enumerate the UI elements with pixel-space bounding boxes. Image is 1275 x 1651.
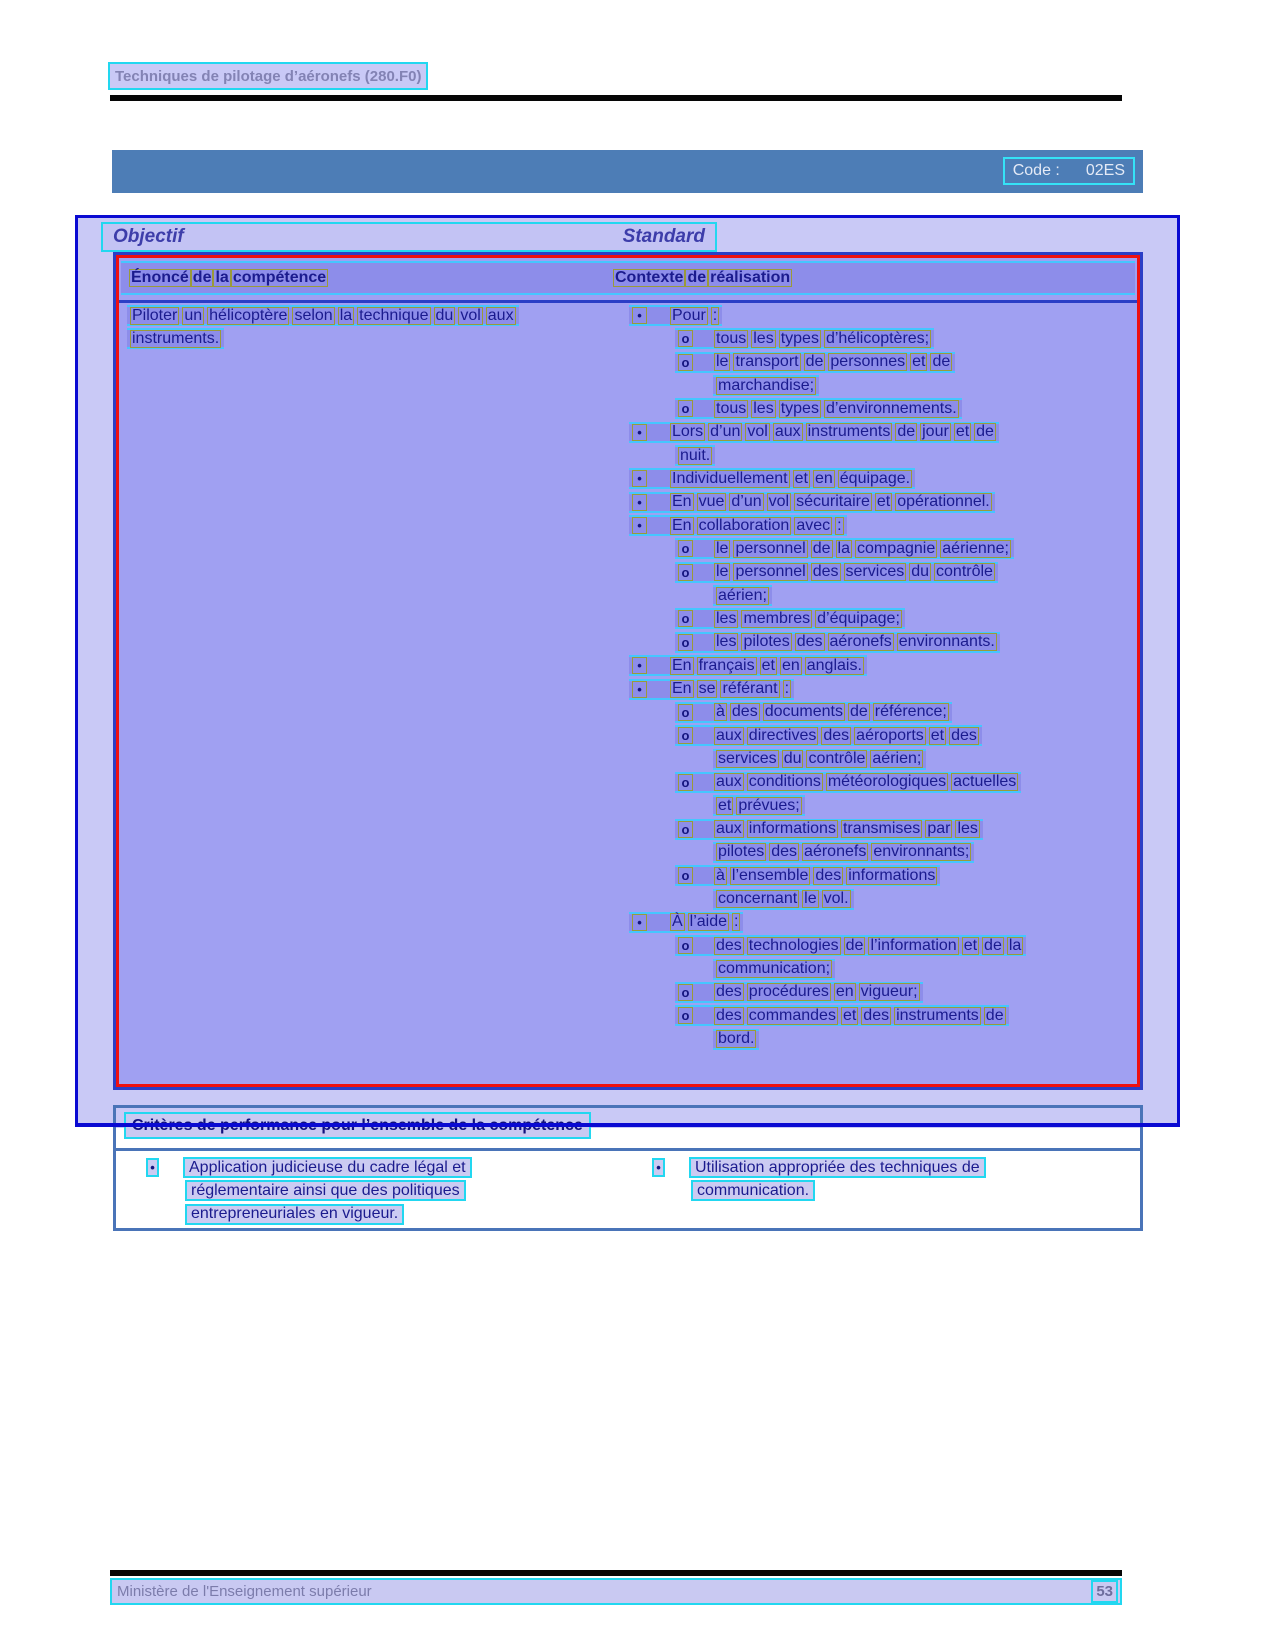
code-value: 02ES <box>1085 162 1125 179</box>
word-box: En <box>672 656 692 674</box>
word-box: tous <box>716 329 747 347</box>
circle-bullet-icon: o <box>678 400 693 417</box>
word-box: technologies <box>748 936 839 954</box>
line-highlight <box>675 398 962 419</box>
competence-table <box>113 252 1143 1090</box>
word-box: des <box>796 633 823 651</box>
criteria-text-box: réglementaire ainsi que des politiques <box>185 1180 466 1201</box>
word-box: informations <box>748 820 836 838</box>
table-header-row <box>121 261 1135 295</box>
word-box: technique <box>359 306 429 324</box>
criteria-line <box>652 1179 986 1202</box>
context-line <box>625 398 1137 421</box>
context-line <box>625 585 1137 608</box>
word-box: aux <box>774 423 801 441</box>
word-box: : <box>712 306 718 324</box>
word-box: de <box>192 269 212 286</box>
word-box: personnes <box>830 353 906 371</box>
word-box: réalisation <box>710 269 791 286</box>
word-box: hélicoptère <box>209 306 288 324</box>
word-box: du <box>783 750 802 768</box>
line-highlight <box>629 492 995 513</box>
context-line <box>625 795 1137 818</box>
bullet-icon: • <box>632 681 647 698</box>
word-box: informations <box>848 866 936 884</box>
circle-bullet-icon: o <box>678 867 693 884</box>
circle-bullet-icon: o <box>678 984 693 1001</box>
criteria-header-row <box>116 1108 1140 1148</box>
overlay-bottom-border <box>75 1123 1180 1127</box>
footer-ministry-text: Ministère de l'Enseignement supérieur <box>117 1583 372 1600</box>
word-box: équipage. <box>839 469 911 487</box>
context-line <box>625 445 1137 468</box>
statement-column <box>125 305 619 352</box>
word-box: des <box>771 843 798 861</box>
context-line <box>625 538 1137 561</box>
word-box: le <box>716 563 729 581</box>
line-highlight <box>675 702 952 723</box>
word-box: vol <box>747 423 768 441</box>
word-box: à <box>716 866 725 884</box>
word-box: aux <box>716 773 742 791</box>
context-line <box>625 1029 1137 1052</box>
word-box: de <box>932 353 951 371</box>
code-label: Code : <box>1012 162 1060 179</box>
context-line <box>625 725 1137 748</box>
word-box: de <box>984 936 1002 954</box>
context-line <box>625 655 1137 678</box>
criteria-line <box>652 1156 986 1179</box>
word-box: conditions <box>748 773 821 791</box>
word-box: vigueur; <box>860 983 918 1001</box>
line-highlight <box>127 328 224 349</box>
circle-bullet-icon: o <box>678 727 693 744</box>
word-box: d’un <box>731 493 762 511</box>
word-box: d’équipage; <box>817 609 900 627</box>
word-box: la <box>837 539 850 557</box>
line-highlight <box>629 679 794 700</box>
line-highlight <box>675 1005 1009 1026</box>
word-box: documents <box>764 703 843 721</box>
context-line <box>625 959 1137 982</box>
word-box: contrôle <box>936 563 993 581</box>
word-box: pilotes <box>743 633 790 651</box>
statement-line <box>125 328 619 351</box>
word-box: tous <box>716 399 747 417</box>
word-box: personnel <box>735 539 806 557</box>
criteria-line <box>146 1203 472 1226</box>
word-box: pilotes <box>718 843 765 861</box>
word-box: référant <box>722 680 778 697</box>
word-box: Pour <box>672 306 706 324</box>
word-box: Lors <box>672 423 704 441</box>
word-box: : <box>734 913 739 931</box>
word-box: marchandise; <box>718 376 815 394</box>
word-box: nuit. <box>680 446 711 464</box>
word-box: contrôle <box>808 750 866 768</box>
context-line <box>625 819 1137 842</box>
word-box: des <box>863 1006 890 1024</box>
word-box: compétence <box>232 269 327 286</box>
context-line <box>625 772 1137 795</box>
code-banner <box>112 150 1143 193</box>
word-box: à <box>716 703 725 721</box>
page-number: 53 <box>1091 1580 1118 1603</box>
word-box: d’environnements. <box>825 399 957 417</box>
criteria-column-left <box>146 1156 472 1226</box>
word-box: environnants. <box>898 633 995 651</box>
word-box: la <box>215 269 229 286</box>
criteria-text-box: Utilisation appropriée des techniques de <box>689 1157 986 1178</box>
line-highlight <box>675 538 1014 559</box>
word-box: personnel <box>735 563 806 581</box>
word-box: En <box>672 493 692 511</box>
word-box: : <box>837 516 842 534</box>
word-box: de <box>805 353 824 371</box>
context-line <box>625 562 1137 585</box>
page-header-title-text: Techniques de pilotage d’aéronefs (280.F0) <box>115 67 422 85</box>
criteria-column-right <box>652 1156 986 1203</box>
word-box: et <box>794 469 808 487</box>
word-box: en <box>814 469 833 487</box>
word-box: Individuellement <box>672 469 788 487</box>
line-highlight <box>675 352 955 373</box>
bullet-icon: • <box>146 1158 159 1177</box>
word-box: français <box>698 656 755 674</box>
circle-bullet-icon: o <box>678 564 693 581</box>
bullet-icon: • <box>652 1158 665 1177</box>
line-highlight <box>675 982 923 1003</box>
word-box: d’un <box>710 423 741 441</box>
context-line <box>625 632 1137 655</box>
line-highlight <box>629 912 743 933</box>
line-highlight <box>675 445 715 466</box>
word-box: aéronefs <box>829 633 892 651</box>
word-box: des <box>815 866 842 884</box>
word-box: la <box>339 306 353 324</box>
word-box: du <box>435 306 454 324</box>
word-box: de <box>812 539 831 557</box>
word-box: de <box>985 1006 1004 1024</box>
bullet-icon: • <box>632 517 647 534</box>
context-line <box>625 375 1137 398</box>
context-line <box>625 912 1137 935</box>
word-box: des <box>716 983 742 1001</box>
line-highlight <box>675 562 998 583</box>
word-box: de <box>976 423 994 441</box>
context-line <box>625 305 1137 328</box>
word-box: vol <box>460 306 481 324</box>
word-box: le <box>716 353 729 371</box>
word-box: types <box>780 329 819 347</box>
word-box: les <box>716 609 737 627</box>
word-box: Énoncé <box>131 269 189 286</box>
circle-bullet-icon: o <box>678 937 693 954</box>
word-box: aux <box>716 820 742 838</box>
line-highlight <box>675 608 905 629</box>
line-highlight <box>713 585 772 606</box>
circle-bullet-icon: o <box>678 634 693 651</box>
word-box: anglais. <box>806 656 862 674</box>
code-badge <box>1003 157 1135 185</box>
bullet-icon: • <box>632 914 647 931</box>
circle-bullet-icon: o <box>678 774 693 791</box>
line-highlight <box>127 305 519 326</box>
word-box: aéroports <box>856 726 924 744</box>
word-box: en <box>835 983 854 1001</box>
bullet-icon: • <box>632 424 647 441</box>
line-highlight <box>675 632 1000 653</box>
word-box: membres <box>743 609 811 627</box>
word-box: instruments. <box>132 329 220 347</box>
word-box: commandes <box>748 1006 836 1024</box>
criteria-line <box>146 1156 472 1179</box>
word-box: communication; <box>718 960 831 978</box>
word-box: En <box>672 680 692 697</box>
word-box: des <box>823 726 850 744</box>
word-box: : <box>784 680 790 697</box>
word-box: les <box>716 633 737 651</box>
word-box: environnants; <box>873 843 970 861</box>
word-box: compagnie <box>856 539 936 557</box>
word-box: vol <box>768 493 790 511</box>
line-highlight <box>675 725 982 746</box>
word-box: instruments <box>807 423 891 441</box>
word-box: aérienne; <box>942 539 1009 557</box>
word-box: jour <box>922 423 949 441</box>
word-box: l’information <box>870 936 957 954</box>
context-line <box>625 842 1137 865</box>
word-box: d’hélicoptères; <box>825 329 930 347</box>
circle-bullet-icon: o <box>678 1007 693 1024</box>
line-highlight <box>629 305 722 326</box>
context-line <box>625 865 1137 888</box>
line-highlight <box>713 959 835 980</box>
page-header-title <box>108 62 428 90</box>
word-box: prévues; <box>738 796 800 814</box>
word-box: et <box>761 656 775 674</box>
line-highlight <box>629 655 867 676</box>
bullet-icon: • <box>632 470 647 487</box>
word-box: aérien; <box>872 750 922 768</box>
word-box: le <box>804 890 817 908</box>
criteria-line <box>146 1179 472 1202</box>
word-box: et <box>963 936 978 954</box>
word-box: des <box>716 1006 742 1024</box>
context-column <box>625 305 1137 1052</box>
line-highlight <box>629 468 915 489</box>
word-box: se <box>698 680 716 697</box>
criteria-text-box: Application judicieuse du cadre légal et <box>183 1157 472 1178</box>
context-line <box>625 935 1137 958</box>
word-box: Piloter <box>132 306 178 324</box>
context-line <box>625 608 1137 631</box>
word-box: et <box>842 1006 857 1024</box>
context-line <box>625 1005 1137 1028</box>
word-box: le <box>716 539 729 557</box>
context-line <box>625 679 1137 702</box>
word-box: Contexte <box>615 269 684 286</box>
column-header-enonce <box>129 269 328 287</box>
line-highlight <box>713 375 819 396</box>
circle-bullet-icon: o <box>678 704 693 721</box>
context-line <box>625 982 1137 1005</box>
context-line <box>625 468 1137 491</box>
context-line <box>625 352 1137 375</box>
word-box: vue <box>698 493 725 511</box>
word-box: collaboration <box>698 516 790 534</box>
word-box: aéronefs <box>804 843 867 861</box>
context-line <box>625 422 1137 445</box>
word-box: l’aide <box>689 913 728 931</box>
word-box: la <box>1008 936 1022 954</box>
word-box: À <box>672 913 683 931</box>
line-highlight <box>713 749 926 770</box>
line-highlight <box>713 1029 759 1050</box>
word-box: les <box>753 329 774 347</box>
line-highlight <box>675 819 983 840</box>
word-box: instruments <box>896 1006 979 1024</box>
context-line <box>625 889 1137 912</box>
objectif-standard-row <box>101 222 717 252</box>
word-box: et <box>912 353 926 371</box>
word-box: de <box>849 703 868 721</box>
word-box: transport <box>735 353 799 371</box>
word-box: en <box>781 656 800 674</box>
word-box: procédures <box>748 983 829 1001</box>
circle-bullet-icon: o <box>678 354 693 371</box>
context-line <box>625 702 1137 725</box>
line-highlight <box>675 865 940 886</box>
word-box: et <box>955 423 970 441</box>
word-box: de <box>687 269 707 286</box>
criteria-text-box: entrepreneuriales en vigueur. <box>185 1204 404 1225</box>
column-header-contexte <box>613 269 792 287</box>
line-highlight <box>629 422 999 443</box>
word-box: par <box>927 820 951 838</box>
footer-bar <box>110 1578 1122 1605</box>
word-box: et <box>876 493 891 511</box>
bullet-icon: • <box>632 657 647 674</box>
word-box: des <box>716 936 742 954</box>
word-box: concernant <box>718 890 798 908</box>
word-box: météorologiques <box>827 773 947 791</box>
word-box: directives <box>748 726 817 744</box>
word-box: des <box>731 703 758 721</box>
word-box: types <box>780 399 819 417</box>
word-box: selon <box>294 306 333 324</box>
word-box: En <box>672 516 692 534</box>
word-box: vol. <box>823 890 849 908</box>
word-box: les <box>753 399 774 417</box>
context-line <box>625 515 1137 538</box>
statement-line <box>125 305 619 328</box>
word-box: actuelles <box>953 773 1017 791</box>
objectif-heading: Objectif <box>113 226 184 247</box>
word-box: services <box>718 750 777 768</box>
word-box: transmises <box>842 820 921 838</box>
word-box: aérien; <box>718 586 767 604</box>
line-highlight <box>713 889 854 910</box>
standard-heading: Standard <box>622 226 705 247</box>
word-box: sécuritaire <box>796 493 870 511</box>
footer-rule <box>110 1570 1122 1576</box>
line-highlight <box>675 772 1021 793</box>
context-line <box>625 328 1137 351</box>
word-box: référence; <box>874 703 947 721</box>
word-box: aux <box>716 726 742 744</box>
word-box: du <box>911 563 930 581</box>
word-box: des <box>951 726 977 744</box>
line-highlight <box>713 795 805 816</box>
line-highlight <box>713 842 974 863</box>
word-box: bord. <box>718 1030 755 1048</box>
context-line <box>625 492 1137 515</box>
word-box: des <box>812 563 839 581</box>
word-box: et <box>930 726 945 744</box>
header-rule <box>110 95 1122 101</box>
bullet-icon: • <box>632 307 647 324</box>
criteria-body <box>116 1151 1140 1228</box>
circle-bullet-icon: o <box>678 821 693 838</box>
criteria-text-box: communication. <box>691 1180 815 1201</box>
word-box: un <box>184 306 203 324</box>
word-box: de <box>845 936 864 954</box>
context-line <box>625 749 1137 772</box>
circle-bullet-icon: o <box>678 610 693 627</box>
circle-bullet-icon: o <box>678 540 693 557</box>
competence-table-inner <box>116 255 1140 1087</box>
word-box: opérationnel. <box>897 493 990 511</box>
word-box: et <box>718 796 732 814</box>
word-box: les <box>957 820 978 838</box>
word-box: l’ensemble <box>731 866 809 884</box>
line-highlight <box>675 328 934 349</box>
table-header-divider <box>119 300 1137 303</box>
word-box: aux <box>487 306 514 324</box>
line-highlight <box>675 935 1026 956</box>
line-highlight <box>629 515 847 536</box>
circle-bullet-icon: o <box>678 330 693 347</box>
bullet-icon: • <box>632 494 647 511</box>
word-box: avec <box>796 516 831 534</box>
word-box: services <box>845 563 905 581</box>
word-box: de <box>897 423 916 441</box>
